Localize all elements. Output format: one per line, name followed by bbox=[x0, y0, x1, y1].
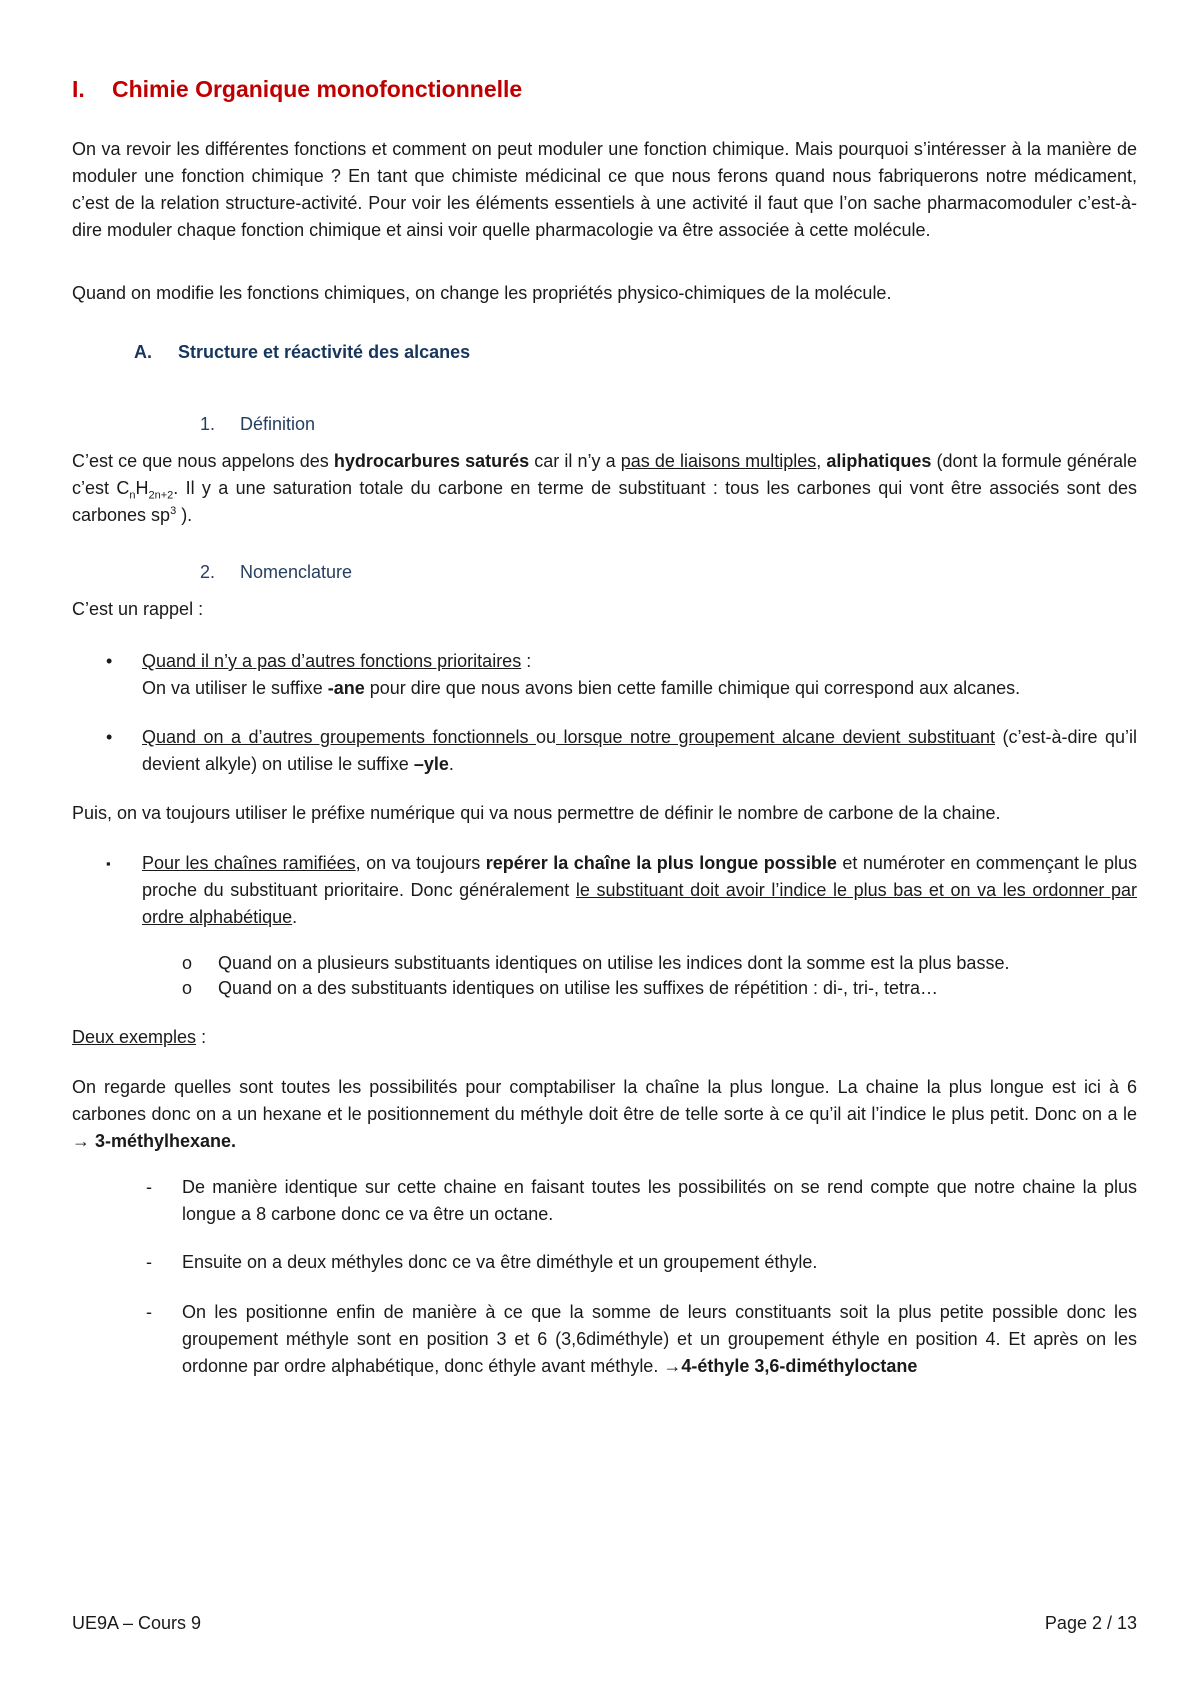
bullet-2-lead-2: lorsque notre groupement alcane devient substituant bbox=[556, 727, 996, 747]
text-run: , on va toujours bbox=[355, 853, 486, 873]
square-bullet-bold: repérer la chaîne la plus longue possible bbox=[485, 853, 837, 873]
subsection-letter: A. bbox=[134, 342, 152, 362]
bullet-1-lead: Quand il n’y a pas d’autres fonctions prioritaires bbox=[142, 651, 522, 671]
arrow-icon: → bbox=[663, 1356, 682, 1376]
text-run: (c’est-à-dire qu’il devient alkyle) on utilise le suffixe bbox=[142, 727, 1137, 774]
heading-nomenclature bbox=[200, 562, 352, 583]
formula-subscript-2n2: 2n+2 bbox=[148, 489, 174, 502]
text-run: pour dire que nous avons bien cette famille chimique qui correspond aux alcanes. bbox=[364, 678, 1021, 698]
text-run: (dont la formule générale c’est C bbox=[72, 451, 1137, 498]
bullet-2-lead: Quand on a d’autres groupements fonctionnels bbox=[142, 727, 536, 747]
dash-text: Ensuite on a deux méthyles donc ce va être diméthyle et un groupement éthyle. bbox=[182, 1252, 818, 1272]
sub-bullet-mark: o bbox=[182, 978, 193, 998]
heading-definition-title: Définition bbox=[240, 414, 316, 434]
examples-title bbox=[72, 1024, 206, 1051]
intro-paragraph-2: Quand on modifie les fonctions chimiques, on change les propriétés physico-chimiques de la molécule. bbox=[72, 283, 892, 303]
list-item-square bbox=[106, 850, 1137, 931]
sub-bullet-text: Quand on a des substituants identiques on utilise les suffixes de répétition : di-, tri-, tetra… bbox=[218, 978, 939, 998]
nomenclature-intro: C’est un rappel : bbox=[72, 599, 204, 619]
text-run: , bbox=[816, 451, 827, 471]
section-number: I. bbox=[72, 76, 85, 102]
term-liaisons: pas de liaisons multiples bbox=[620, 451, 817, 471]
dash-text bbox=[182, 1299, 1137, 1380]
heading-nomenclature-number: 2. bbox=[200, 562, 216, 582]
text-run: . bbox=[292, 907, 298, 927]
sub-list-item bbox=[182, 950, 1137, 977]
heading-nomenclature-title: Nomenclature bbox=[240, 562, 353, 582]
dash-list-item bbox=[146, 1299, 1137, 1380]
text-run: . bbox=[448, 754, 454, 774]
heading-definition-number: 1. bbox=[200, 414, 216, 434]
subsection-heading-a bbox=[134, 342, 470, 363]
text-run: H bbox=[135, 478, 149, 498]
footer-course: UE9A – Cours 9 bbox=[72, 1613, 202, 1633]
text-run: On regarde quelles sont toutes les possibilités pour comptabiliser la chaîne la plus longue. La chaine la plus longue est ici à 6 carbones donc on a un hexane et le positionnement du méthyle doit être de telle sorte à ce qu’il ait l’indice le plus petit. Donc on a le bbox=[72, 1077, 1137, 1124]
section-title: Chimie Organique monofonctionnelle bbox=[112, 76, 523, 102]
square-bullet-mark: ▪ bbox=[106, 856, 111, 871]
result-3-methylhexane: 3-méthylhexane. bbox=[90, 1131, 237, 1151]
bullet-mark: • bbox=[106, 651, 113, 671]
text-run: ). bbox=[176, 505, 193, 525]
formula-subscript-n: n bbox=[129, 489, 136, 502]
bullet-mark: • bbox=[106, 727, 113, 747]
square-bullet-underlined: le substituant doit avoir l’indice le plus bas et on va les ordonner par ordre alphabétique bbox=[142, 880, 1137, 927]
section-heading bbox=[72, 76, 522, 103]
arrow-icon: → bbox=[72, 1131, 90, 1151]
subsection-title: Structure et réactivité des alcanes bbox=[178, 342, 471, 362]
text-run: : bbox=[521, 651, 532, 671]
prefix-paragraph: Puis, on va toujours utiliser le préfixe numérique qui va nous permettre de définir le nombre de carbone de la chaine. bbox=[72, 803, 1001, 823]
text-run: On les positionne enfin de manière à ce que la somme de leurs constituants soit la plus petite possible donc les groupement méthyle sont en position 3 et 6 (3,6diméthyle) et un groupement éthyle en position 4. Et après on les ordonne par ordre alphabétique, donc éthyle avant méthyle. bbox=[182, 1302, 1137, 1376]
definition-paragraph bbox=[72, 448, 1137, 529]
text-run: ou bbox=[536, 727, 557, 747]
term-aliphatiques: aliphatiques bbox=[826, 451, 932, 471]
text-run: C’est ce que nous appelons des bbox=[72, 451, 334, 471]
formula-superscript-3: 3 bbox=[170, 505, 177, 517]
text-run: et numéroter en commençant le plus proche du substituant prioritaire. Donc généralement bbox=[142, 853, 1137, 900]
sub-list-item bbox=[182, 975, 1137, 1002]
text-run: On va utiliser le suffixe bbox=[142, 678, 328, 698]
heading-definition bbox=[200, 414, 315, 435]
suffix-yle: –yle bbox=[413, 754, 449, 774]
dash-mark: - bbox=[146, 1252, 152, 1272]
intro-paragraph-1: On va revoir les différentes fonctions et comment on peut moduler une fonction chimique. Mais pourquoi s’intéresser à la manière de moduler une fonction chimique ? En tant que chimiste médicinal ce que nous ferons quand nous fabriquerons notre médicament, c’est de la relation structure-activité. Pour voir les éléments essentiels à une activité il faut que l’on sache pharmacomoduler c’est-à-dire moduler chaque fonction chimique et ainsi voir quelle pharmacologie va être associée à cette molécule. bbox=[72, 139, 1137, 240]
suffix-ane: -ane bbox=[327, 678, 365, 698]
dash-mark: - bbox=[146, 1302, 152, 1322]
dash-mark: - bbox=[146, 1177, 152, 1197]
list-item-bullet-2 bbox=[106, 724, 1137, 778]
text-run: . Il y a une saturation totale du carbone en terme de substituant : tous les carbones qui vont être associés sont des carbones sp bbox=[72, 478, 1137, 525]
examples-title-text: Deux exemples bbox=[72, 1027, 197, 1047]
text-run: car il n’y a bbox=[529, 451, 621, 471]
sub-bullet-mark: o bbox=[182, 953, 193, 973]
dash-list-item bbox=[146, 1249, 1137, 1276]
result-octane: 4-éthyle 3,6-diméthyloctane bbox=[681, 1356, 918, 1376]
sub-bullet-text: Quand on a plusieurs substituants identiques on utilise les indices dont la somme est la plus basse. bbox=[218, 953, 1010, 973]
square-bullet-lead: Pour les chaînes ramifiées bbox=[142, 853, 356, 873]
list-item-bullet-1 bbox=[106, 648, 1137, 702]
text-run: : bbox=[196, 1027, 207, 1047]
examples-paragraph bbox=[72, 1074, 1137, 1155]
footer-page-number: Page 2 / 13 bbox=[1044, 1613, 1137, 1633]
term-hydrocarbures: hydrocarbures saturés bbox=[333, 451, 530, 471]
dash-text: De manière identique sur cette chaine en faisant toutes les possibilités on se rend compte que notre chaine la plus longue a 8 carbone donc ce va être un octane. bbox=[182, 1177, 1137, 1224]
dash-list-item bbox=[146, 1174, 1137, 1228]
